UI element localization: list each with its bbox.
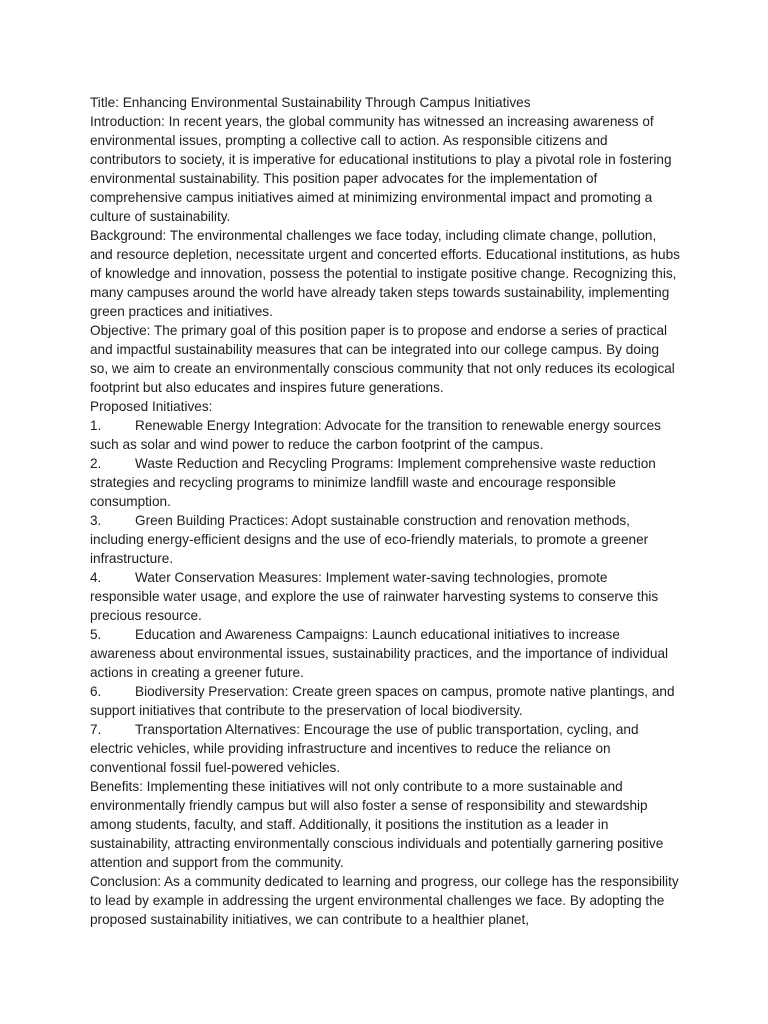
initiative-number: 6. bbox=[90, 684, 102, 699]
initiative-item bbox=[90, 720, 680, 777]
initiative-text: Renewable Energy Integration: Advocate for the transition to renewable energy sources such as solar and wind power to reduce the carbon footprint of the campus. bbox=[90, 418, 661, 452]
initiative-item bbox=[90, 416, 680, 454]
initiative-item bbox=[90, 625, 680, 682]
initiative-text: Green Building Practices: Adopt sustainable construction and renovation methods, including energy-efficient designs and the use of eco-friendly materials, to promote a greener infrastructure. bbox=[90, 513, 649, 566]
initiative-number: 7. bbox=[90, 722, 102, 737]
initiative-item bbox=[90, 511, 680, 568]
objective-paragraph: Objective: The primary goal of this position paper is to propose and endorse a series of practical and impactful sustainability measures that can be integrated into our college campus. By doing so, we aim to create an environmentally conscious community that not only reduces its ecological footprint but also educates and inspires future generations. bbox=[90, 323, 675, 395]
initiative-item bbox=[90, 454, 680, 511]
initiative-number: 5. bbox=[90, 627, 102, 642]
document-body bbox=[90, 93, 680, 929]
initiatives-heading: Proposed Initiatives: bbox=[90, 399, 213, 414]
benefits-paragraph: Benefits: Implementing these initiatives will not only contribute to a more sustainable and environmentally friendly campus but will also foster a sense of responsibility and stewardship among students, faculty, and staff. Additionally, it positions the institution as a leader in sustainability, attracting environmentally conscious individuals and potentially garnering positive attention and support from the community. bbox=[90, 779, 664, 870]
initiative-number: 2. bbox=[90, 456, 102, 471]
background-paragraph: Background: The environmental challenges we face today, including climate change, pollution, and resource depletion, necessitate urgent and concerted efforts. Educational institutions, as hubs of knowledge and innovation, possess the potential to instigate positive change. Recognizing this, many campuses around the world have already taken steps towards sustainability, implementing green practices and initiatives. bbox=[90, 228, 680, 319]
initiative-text: Transportation Alternatives: Encourage the use of public transportation, cycling, and electric vehicles, while providing infrastructure and incentives to reduce the reliance on conventional fossil fuel-powered vehicles. bbox=[90, 722, 639, 775]
document-title: Title: Enhancing Environmental Sustainability Through Campus Initiatives bbox=[90, 95, 531, 110]
initiative-item bbox=[90, 568, 680, 625]
conclusion-paragraph: Conclusion: As a community dedicated to learning and progress, our college has the responsibility to lead by example in addressing the urgent environmental challenges we face. By adopting the proposed sustainability initiatives, we can contribute to a healthier planet, bbox=[90, 874, 679, 927]
initiative-text: Waste Reduction and Recycling Programs: Implement comprehensive waste reduction strategies and recycling programs to minimize landfill waste and encourage responsible consumption. bbox=[90, 456, 656, 509]
initiative-number: 1. bbox=[90, 418, 102, 433]
initiative-number: 4. bbox=[90, 570, 102, 585]
initiative-text: Water Conservation Measures: Implement water-saving technologies, promote responsible water usage, and explore the use of rainwater harvesting systems to conserve this precious resource. bbox=[90, 570, 659, 623]
initiative-text: Biodiversity Preservation: Create green spaces on campus, promote native plantings, and support initiatives that contribute to the preservation of local biodiversity. bbox=[90, 684, 675, 718]
initiative-number: 3. bbox=[90, 513, 102, 528]
initiative-text: Education and Awareness Campaigns: Launch educational initiatives to increase awareness about environmental issues, sustainability practices, and the importance of individual actions in creating a greener future. bbox=[90, 627, 669, 680]
introduction-paragraph: Introduction: In recent years, the global community has witnessed an increasing awareness of environmental issues, prompting a collective call to action. As responsible citizens and contributors to society, it is imperative for educational institutions to play a pivotal role in fostering environmental sustainability. This position paper advocates for the implementation of comprehensive campus initiatives aimed at minimizing environmental impact and promoting a culture of sustainability. bbox=[90, 114, 672, 224]
initiative-item bbox=[90, 682, 680, 720]
